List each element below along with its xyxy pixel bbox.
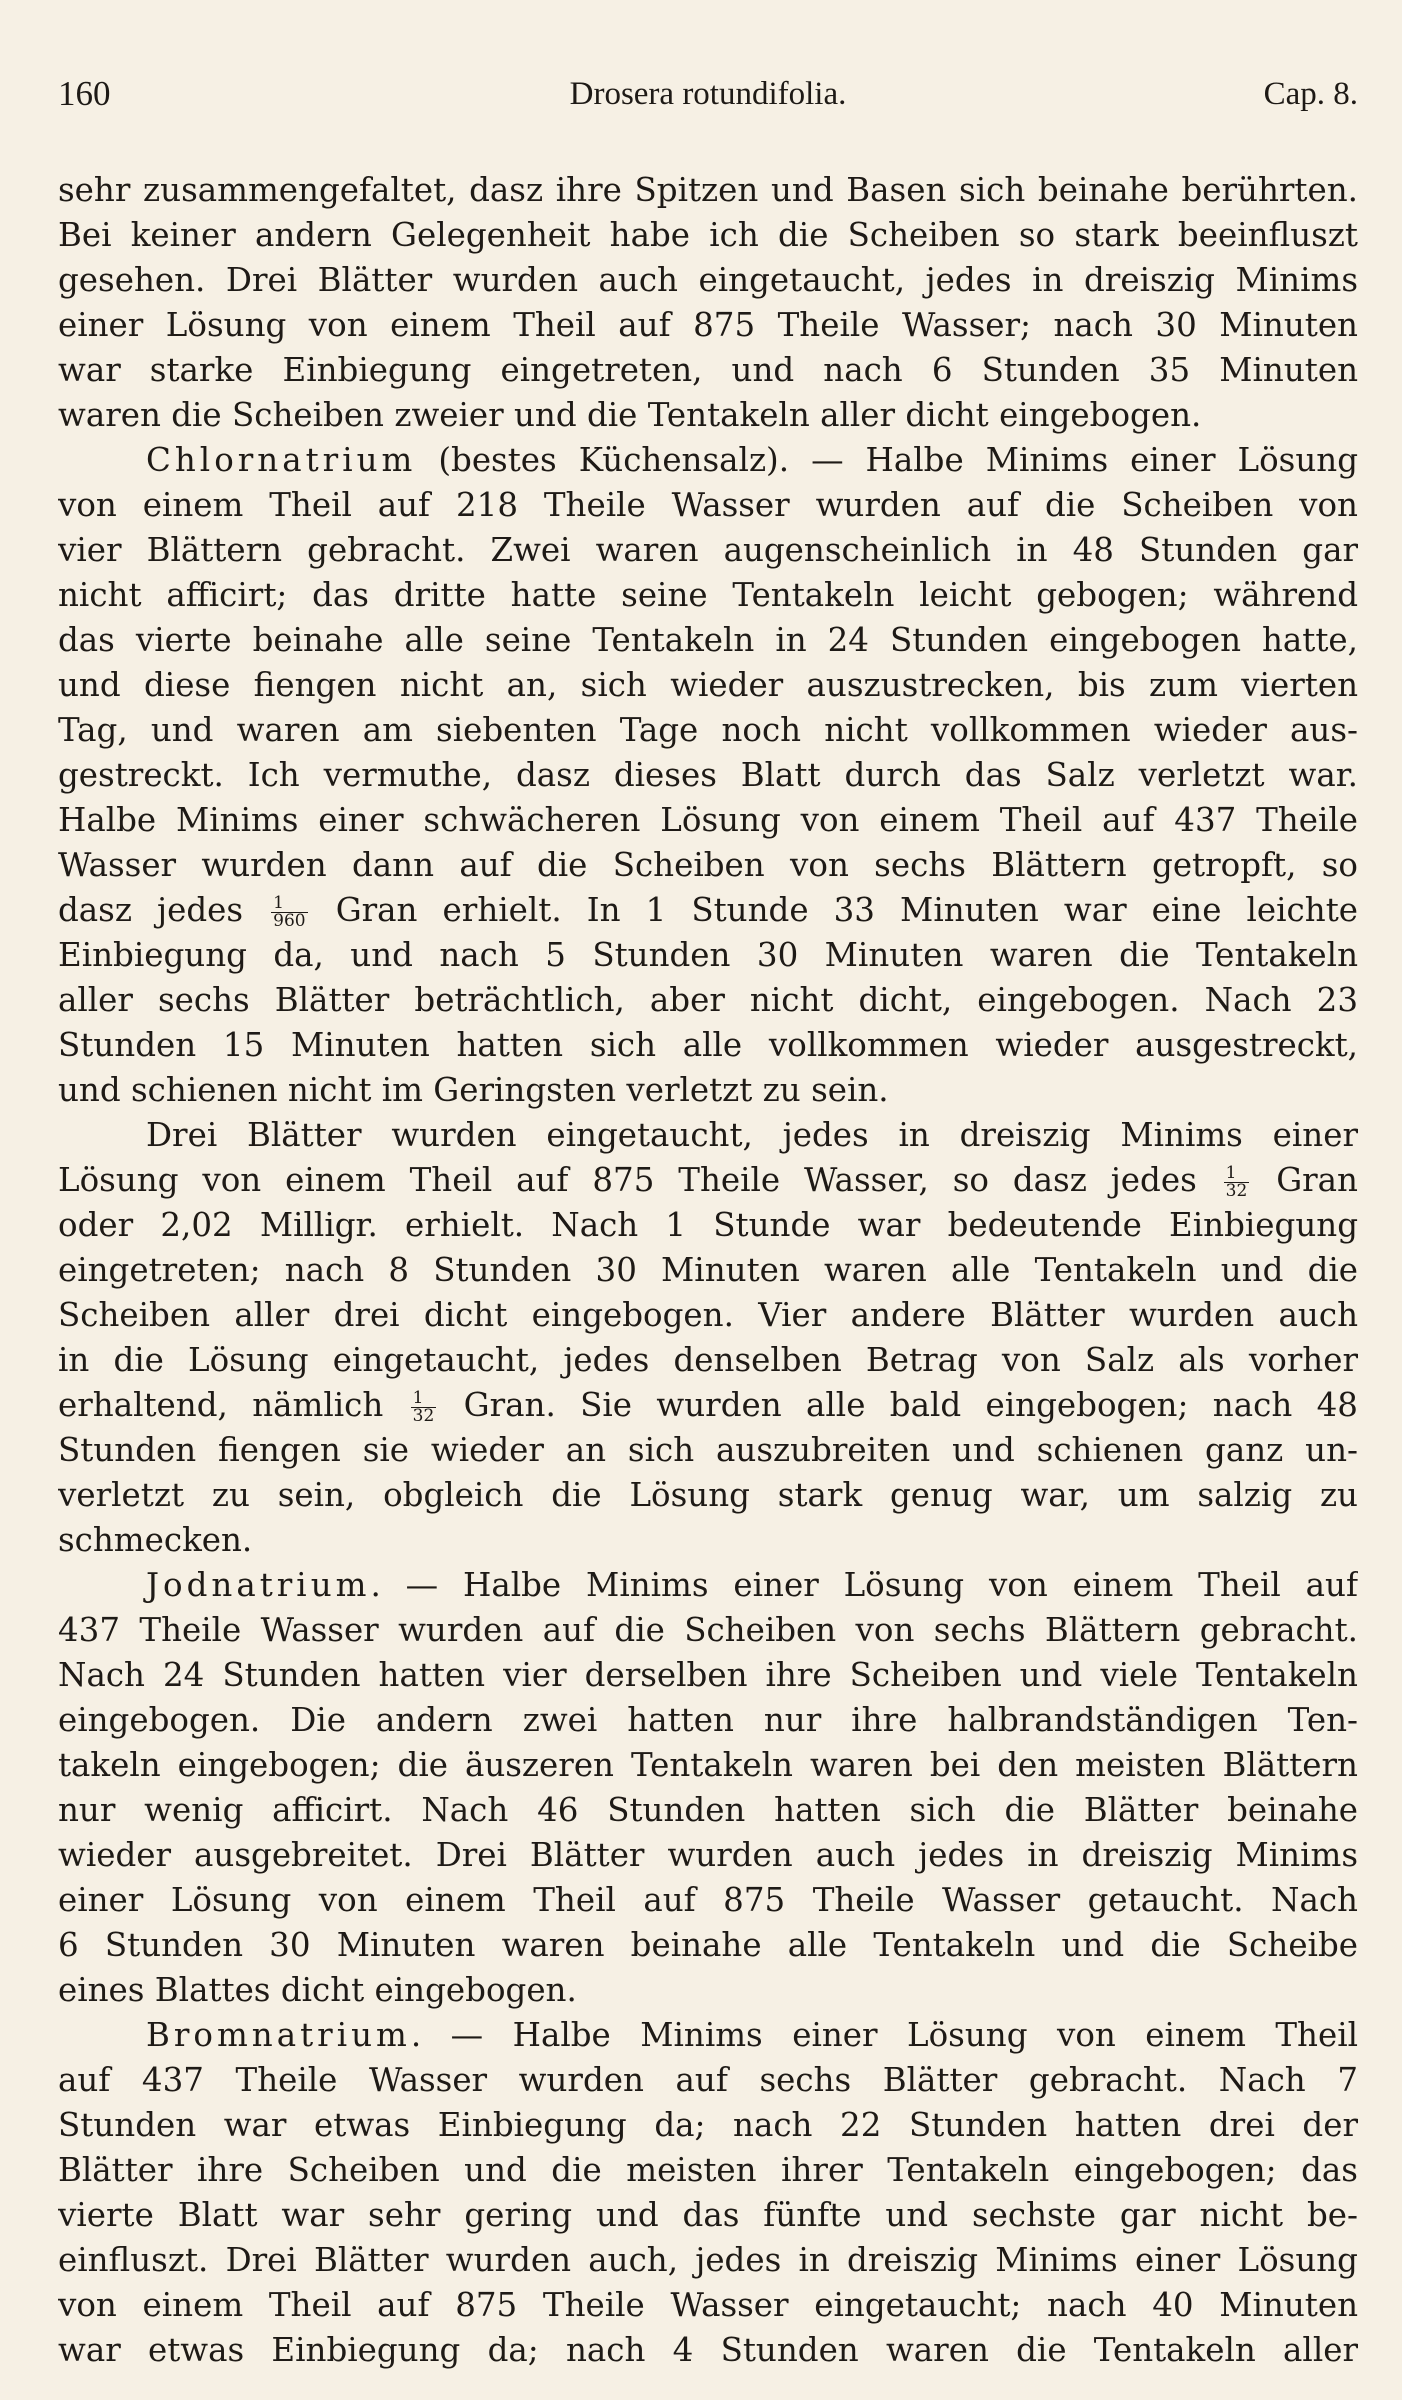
text-line: eingebogen. Die andern zwei hatten nur ihre halbrandständigen Ten-	[58, 1701, 1358, 1739]
text-line	[58, 1563, 1358, 1608]
text-line: einfluszt. Drei Blätter wurden auch, jedes in dreiszig Minims einer Lösung	[58, 2241, 1358, 2279]
text-line: nur wenig afficirt. Nach 46 Stunden hatten sich die Blätter beinahe	[58, 1791, 1358, 1829]
line-segment: Gran erhielt. In 1 Stunde 33 Minuten war eine leichte	[335, 891, 1358, 929]
line-segment: erhaltend, nämlich	[58, 1386, 384, 1424]
running-title: Drosera rotundifolia.	[569, 76, 847, 112]
text-line: schmecken.	[58, 1521, 253, 1559]
text-line: nicht afficirt; das dritte hatte seine Tentakeln leicht gebogen; während	[58, 576, 1358, 614]
text-line: vierte Blatt war sehr gering und das fünfte und sechste gar nicht be-	[58, 2196, 1358, 2234]
text-line: Stunden fiengen sie wieder an sich auszubreiten und schienen ganz un-	[58, 1431, 1358, 1469]
text-line: Stunden 15 Minuten hatten sich alle vollkommen wieder ausgestreckt,	[58, 1026, 1358, 1064]
section-term-bromnatrium: Bromnatrium	[146, 2016, 411, 2054]
text-line: vier Blättern gebracht. Zwei waren augenscheinlich in 48 Stunden gar	[58, 531, 1358, 569]
text-line: gestreckt. Ich vermuthe, dasz dieses Blatt durch das Salz verletzt war.	[58, 756, 1358, 794]
text-line: Blätter ihre Scheiben und die meisten ihrer Tentakeln eingebogen; das	[58, 2151, 1358, 2189]
line-segment: dasz jedes	[58, 891, 244, 929]
text-line: Bei keiner andern Gelegenheit habe ich die Scheiben so stark beeinfluszt	[58, 216, 1358, 254]
text-line: in die Lösung eingetaucht, jedes denselben Betrag von Salz als vorher	[58, 1341, 1358, 1379]
text-line: von einem Theil auf 875 Theile Wasser eingetaucht; nach 40 Minuten	[58, 2286, 1358, 2324]
line-segment: Lösung von einem Theil auf 875 Theile Wasser, so dasz jedes	[58, 1161, 1197, 1199]
fraction-denominator: 960	[273, 911, 306, 931]
text-line	[58, 2013, 1358, 2058]
text-line: 437 Theile Wasser wurden auf die Scheiben von sechs Blättern gebracht.	[58, 1611, 1358, 1649]
text-line	[58, 1383, 1358, 1428]
text-line: sehr zusammengefaltet, dasz ihre Spitzen und Basen sich beinahe berührten.	[58, 171, 1358, 209]
text-line: von einem Theil auf 218 Theile Wasser wurden auf die Scheiben von	[58, 486, 1358, 524]
text-line: das vierte beinahe alle seine Tentakeln in 24 Stunden eingebogen hatte,	[58, 621, 1358, 659]
line-segment: . — Halbe Minims einer Lösung von einem Theil	[410, 2016, 1358, 2054]
text-line: takeln eingebogen; die äuszeren Tentakeln waren bei den meisten Blättern	[58, 1746, 1358, 1784]
text-line: Stunden war etwas Einbiegung da; nach 22 Stunden hatten drei der	[58, 2106, 1358, 2144]
text-line: Drei Blätter wurden eingetaucht, jedes in dreiszig Minims einer	[146, 1116, 1358, 1154]
text-line: 6 Stunden 30 Minuten waren beinahe alle Tentakeln und die Scheibe	[58, 1926, 1358, 1964]
text-line: oder 2,02 Milligr. erhielt. Nach 1 Stunde war bedeutende Einbiegung	[58, 1206, 1358, 1244]
fraction	[411, 1390, 437, 1425]
fraction	[271, 895, 307, 930]
fraction-numerator: 1	[271, 895, 307, 913]
text-line: verletzt zu sein, obgleich die Lösung stark genug war, um salzig zu	[58, 1476, 1358, 1514]
text-line: und diese fiengen nicht an, sich wieder auszustrecken, bis zum vierten	[58, 666, 1358, 704]
text-line	[58, 438, 1358, 483]
chapter-label: Cap. 8.	[1263, 76, 1358, 112]
text-line: aller sechs Blätter beträchtlich, aber nicht dicht, eingebogen. Nach 23	[58, 981, 1358, 1019]
text-line: Nach 24 Stunden hatten vier derselben ihre Scheiben und viele Tentakeln	[58, 1656, 1358, 1694]
text-line: gesehen. Drei Blätter wurden auch eingetaucht, jedes in dreiszig Minims	[58, 261, 1358, 299]
text-line: einer Lösung von einem Theil auf 875 Theile Wasser getaucht. Nach	[58, 1881, 1358, 1919]
text-line: war etwas Einbiegung da; nach 4 Stunden waren die Tentakeln aller	[58, 2331, 1358, 2369]
text-line: eines Blattes dicht eingebogen.	[58, 1971, 577, 2009]
fraction-denominator: 32	[1225, 1181, 1248, 1201]
text-line: Scheiben aller drei dicht eingebogen. Vier andere Blätter wurden auch	[58, 1296, 1358, 1334]
body-text	[58, 168, 1358, 2373]
fraction-numerator: 1	[1224, 1165, 1250, 1183]
fraction-denominator: 32	[412, 1406, 435, 1426]
text-line: Tag, und waren am siebenten Tage noch nicht vollkommen wieder aus-	[58, 711, 1358, 749]
text-line: Einbiegung da, und nach 5 Stunden 30 Minuten waren die Tentakeln	[58, 936, 1358, 974]
text-line	[58, 1158, 1358, 1203]
line-segment: (bestes Küchensalz). — Halbe Minims einer Lösung	[416, 441, 1358, 479]
text-line: auf 437 Theile Wasser wurden auf sechs Blätter gebracht. Nach 7	[58, 2061, 1358, 2099]
text-line: eingetreten; nach 8 Stunden 30 Minuten waren alle Tentakeln und die	[58, 1251, 1358, 1289]
line-segment: Gran	[1276, 1161, 1358, 1199]
text-line	[58, 888, 1358, 933]
line-segment: Gran. Sie wurden alle bald eingebogen; nach 48	[463, 1386, 1358, 1424]
text-line: wieder ausgebreitet. Drei Blätter wurden auch jedes in dreiszig Minims	[58, 1836, 1358, 1874]
fraction	[1224, 1165, 1250, 1200]
text-line: Halbe Minims einer schwächeren Lösung von einem Theil auf 437 Theile	[58, 801, 1358, 839]
page-number: 160	[58, 74, 111, 113]
text-line: einer Lösung von einem Theil auf 875 Theile Wasser; nach 30 Minuten	[58, 306, 1358, 344]
section-term-chlornatrium: Chlornatrium	[146, 441, 417, 479]
text-line: war starke Einbiegung eingetreten, und nach 6 Stunden 35 Minuten	[58, 351, 1358, 389]
section-term-jodnatrium: Jodnatrium	[146, 1566, 371, 1604]
page-header	[58, 72, 1358, 122]
text-line: Wasser wurden dann auf die Scheiben von sechs Blättern getropft, so	[58, 846, 1358, 884]
line-segment: . — Halbe Minims einer Lösung von einem Theil auf	[370, 1566, 1358, 1604]
text-line: und schienen nicht im Geringsten verletzt zu sein.	[58, 1071, 889, 1109]
fraction-numerator: 1	[411, 1390, 437, 1408]
text-line: waren die Scheiben zweier und die Tentakeln aller dicht eingebogen.	[58, 396, 1202, 434]
